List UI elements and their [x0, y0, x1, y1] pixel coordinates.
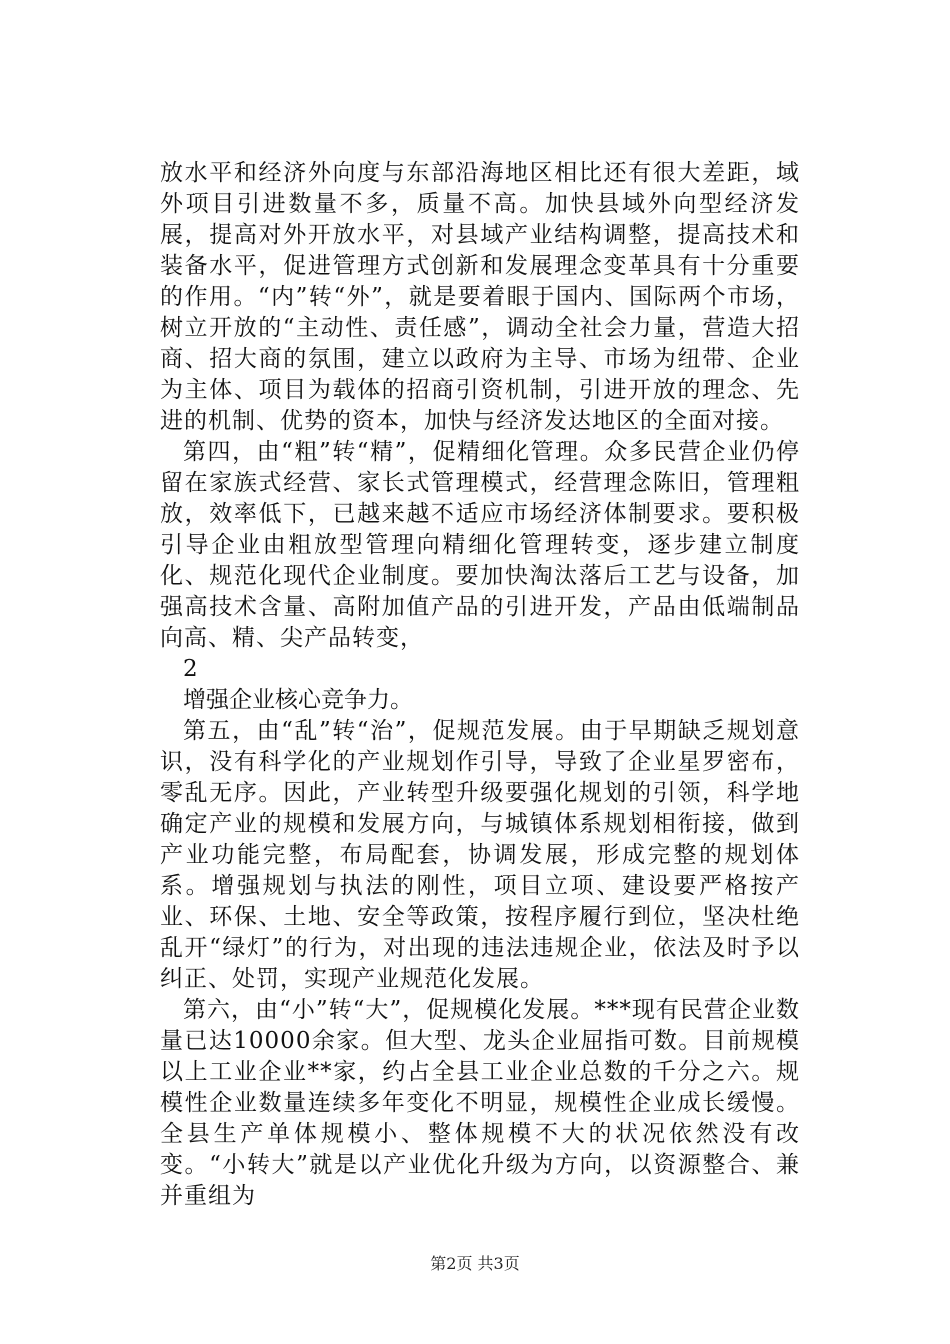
body-text [160, 158, 800, 1212]
paragraph-sixth-point: 第六，由“小”转“大”，促规模化发展。***现有民营企业数量已达10000余家。但大型、龙头企业屈指可数。目前规模以上工业企业**家，约占全县工业企业总数的千分之六。规模性企业数量连续多年变化不明显，规模性企业成长缓慢。全县生产单体规模小、整体规模不大的状况依然没有改变。“小转大”就是以产业优化升级为方向，以资源整合、兼并重组为 [160, 997, 800, 1209]
paragraph-fourth-point: 第四，由“粗”转“精”，促精细化管理。众多民营企业仍停留在家族式经营、家长式管理模式，经营理念陈旧，管理粗放，效率低下，已越来越不适应市场经济体制要求。要积极引导企业由粗放型管理向精细化管理转变，逐步建立制度化、规范化现代企业制度。要加快淘汰落后工艺与设备，加强高技术含量、高附加值产品的引进开发，产品由低端制品向高、精、尖产品转变， [160, 439, 800, 651]
paragraph-continuation: 增强企业核心竞争力。 [183, 687, 413, 713]
inline-page-number: 2 [183, 656, 198, 682]
paragraph-opening-continued: 放水平和经济外向度与东部沿海地区相比还有很大差距，域外项目引进数量不多，质量不高。加快县域外向型经济发展，提高对外开放水平，对县域产业结构调整，提高技术和装备水平，促进管理方式创新和发展理念变革具有十分重要的作用。“内”转“外”，就是要着眼于国内、国际两个市场，树立开放的“主动性、责任感”，调动全社会力量，营造大招商、招大商的氛围，建立以政府为主导、市场为纽带、企业为主体、项目为载体的招商引资机制，引进开放的理念、先进的机制、优势的资本，加快与经济发达地区的全面对接。 [160, 160, 800, 434]
paragraph-fifth-point: 第五，由“乱”转“治”，促规范发展。由于早期缺乏规划意识，没有科学化的产业规划作引导，导致了企业星罗密布，零乱无序。因此，产业转型升级要强化规划的引领，科学地确定产业的规模和发展方向，与城镇体系规划相衔接，做到产业功能完整，布局配套，协调发展，形成完整的规划体系。增强规划与执法的刚性，项目立项、建设要严格按产业、环保、土地、安全等政策，按程序履行到位，坚决杜绝乱开“绿灯”的行为，对出现的违法违规企业，依法及时予以纠正、处罚，实现产业规范化发展。 [160, 718, 800, 992]
page-footer: 第2页 共3页 [430, 1254, 520, 1273]
